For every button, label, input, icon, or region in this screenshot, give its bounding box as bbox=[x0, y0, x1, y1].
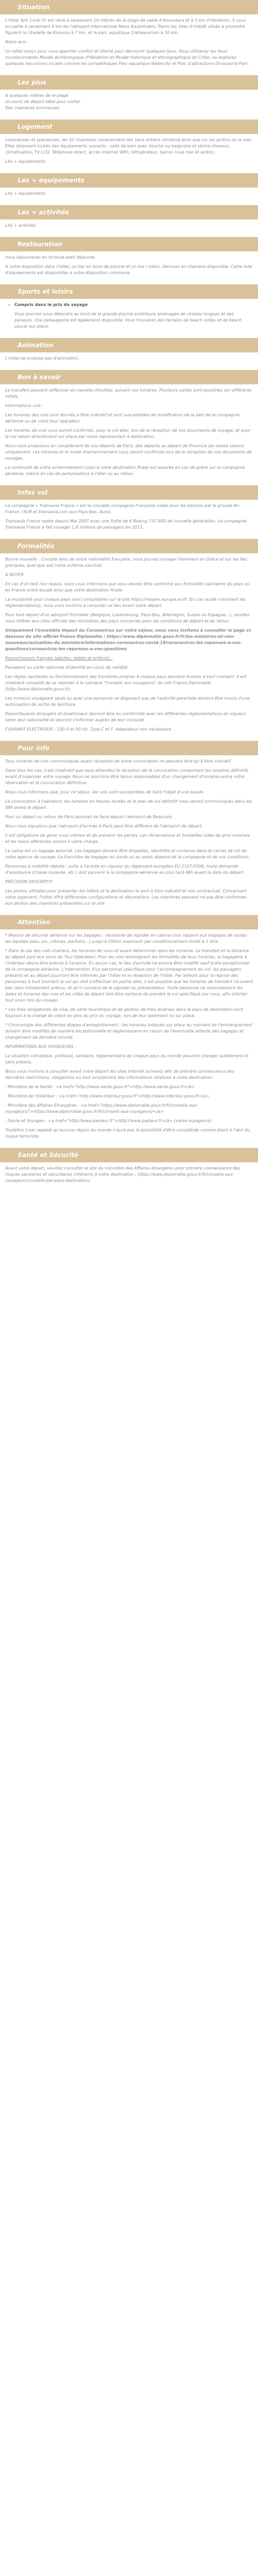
attention-text: La situation climatique, politique, sanitaire, réglementaire de chaque pays du monde peuvent changer subitement et sans préavis. bbox=[5, 1054, 249, 1064]
section-restauration bbox=[0, 237, 258, 284]
attention-text: * Mesure de sécurité aérienne sur les bagages : restreinte de liquides en cabine (non rapport aux bagages de soute) les liquides (eau, jus, crèmes, parfums...) jusqu'à 100ml maximum par conditionnement limité à 1 litre. bbox=[5, 933, 247, 944]
section-title-situation: Situation bbox=[0, 0, 258, 14]
section-title-attention: Attention bbox=[0, 915, 258, 929]
bon-text: Les horaires des vols sont donnés à titre indicatif et sont susceptibles de modification de la part de la compagnie aérienne ou de votre tour opérateur. bbox=[5, 413, 240, 423]
formalites-note-label: A NOTER bbox=[5, 572, 24, 577]
attention-label: INFORMATIONS AUX VOYAGEURS : bbox=[5, 1044, 76, 1049]
attention-link-line: - Sante et Voyages : <a href="http://www.pasteur.fr">http://www.pasteur.fr</a> (sante-voyageurs) bbox=[5, 1118, 212, 1123]
formalites-text: En cas d'un test non requis, nous vous informons que vous devrez être conforme aux formalités sanitaires du pays ou en France entre escale ainsi que votre destination finale. bbox=[5, 582, 250, 592]
attention-text: Nous vous invitons à consulter avant votre départ les sites Internet suivants afin de prendre connaissance des dernières restrictions, obligations ou tout simplement des informations relatives à votre destination : bbox=[5, 1069, 234, 1080]
pourinfo-text: Dans tous les cas, il est impératif que vous attendiez la réception de la convocation comportant les horaires définitifs avant d'organiser votre voyage. Nous ne pourrons être tenus responsables d'un changement d'horaires entre votre réservation et la convocation définitive. bbox=[5, 768, 249, 785]
bon-text: Le transfert peuvent (effectuer en navette (Shuttle), suivant vos horaires. Plusieurs cartes sont possibles sur différents hôtels. bbox=[5, 388, 252, 399]
section-sports bbox=[0, 284, 258, 338]
equipements-text: Lits + équipements bbox=[5, 191, 46, 196]
situation-text: L'hôtel Ajiti Coral 3* est situé à seulement 10 mètres de la plage de sable d'Amoudara et à 3 km d'Héraklion. Il vous accueille à seulement 6 km de l'aéroport international Nikos Kazantzakis. Parmi les sites d'intérêt situés à proximité figurent la citadelle de Knossos à 7 km, et le parc aquatique Cretaquarium à 20 km. bbox=[5, 18, 246, 35]
animation-text: L'hôtel ne propose pas d'animation. bbox=[5, 356, 79, 361]
formalites-covid: Uniquement l'ensemble impact du Coronavirus sur votre séjour, nous vous invitons à consulter la page ci-dessous du site officiel France Diplomatie : https://www.diplomatie.gouv.fr/fr/les-ministres-et-non-nouveaux/actualites-du-ministere/informations-coronavirus-covid-19/coronavirus-les-reponses-a-vos-questions/coronavirus-les-reponses-a-vos-questions bbox=[5, 628, 252, 651]
sports-included-label: • Compris dans le prix du voyage bbox=[14, 302, 253, 308]
page bbox=[0, 0, 258, 1192]
plus-item: Des chambres lumineuses bbox=[5, 106, 60, 110]
plus-item: A quelques mètres de la plage bbox=[5, 93, 69, 98]
pourinfo-label: PRÉCISION DESCRIPTIF bbox=[5, 879, 53, 884]
attention-link-line: - Ministère de l'Intérieur : <a href="http://www.interieur.gouv.fr">http://www.interieur.gouv.fr</a> bbox=[5, 1094, 209, 1098]
formalites-text: COURANT ELECTRIQUE : 230 V et 50 Hz. Type C et F. Adaptateur non nécessaire. bbox=[5, 727, 173, 732]
formalites-text: Bonne nouvelle : Compte tenu de votre nationalité française, vous pouvez voyager librement en Grèce et sur les îles grecques, quel que soit votre schéma vaccinal. bbox=[5, 557, 247, 568]
attention-link-line: - Ministère des Affaires Étrangères : <a href="https://www.diplomatie.gouv.fr/fr/conseils-aux-voyageurs/">https://www.diplomatie.gouv.fr/fr/conseils-aux-voyageurs/</a> bbox=[5, 1103, 199, 1114]
section-title-logement: Logement bbox=[0, 120, 258, 134]
section-equipements bbox=[0, 173, 258, 205]
formalites-text: Pour tout départ d'un aéroport frontalier (Belgique, Luxembourg, Pays-Bas, Allemagne, Suisse ou Espagne...), veuillez vous référer aux sites officiels des ministères des pays concernés pour les conditions de départ et de retour. bbox=[5, 613, 250, 623]
pourinfo-text: Pour un départ ou retour de Paris pourrait se faire depuis l'aéroport de Beauvais. bbox=[5, 815, 173, 819]
section-infos-vol bbox=[0, 485, 258, 539]
infovol-text: Transavia France opère depuis Mai 2007 avec une flotte de 6 Boeing 737-800 de nouvelle génération, La compagnie Transavia France a fait voyager 1,8 millions de passagers en 2011. bbox=[5, 519, 247, 530]
attention-text: * Chronologie des différentes étapes d'enregistrement : les horaires indiqués sur place au moment de l'embarquement doivent être modifiés de manière exceptionnelle et réglementaire en raison de l'éventuelle attente des bagages et changement de dernière minute. bbox=[5, 1023, 252, 1040]
section-title-pour-info: Pour info bbox=[0, 741, 258, 755]
section-formalites bbox=[0, 539, 258, 741]
formalites-text: Les règles sanitaires ou fonctionnement des frontières propres à chaque pays peuvent évoluer à tout moment. Il est vivement conseillé de se reporter à la rubrique "Conseils aux voyageurs" du site France Diplomatie (http://www.diplomatie.gouv.fr). bbox=[5, 674, 247, 691]
pourinfo-text: La convocation à l'aéroport, les horaires en heures locales et le plan de vol définitif vous seront communiqués dans les 48h avant le départ. bbox=[5, 799, 252, 810]
section-title-animation: Animation bbox=[0, 338, 258, 352]
section-attention bbox=[0, 915, 258, 1148]
section-plus bbox=[0, 75, 258, 120]
infovol-text: La compagnie « Transavia France » est la nouvelle compagnie Française créée pour les besoins par le groupe Air France / KLM et transavia.com aux Pays-Bas. Aussi, bbox=[5, 503, 239, 514]
restauration-text-2: A votre disposition dans l'hôtel, un bar en bord de piscine et un bar / salon. Services en chambre disponible. Cette liste d'équipements est disponibles à votre disposition commune. bbox=[5, 264, 252, 275]
sante-text: Avant votre départ, veuillez consulter le site du ministère des Affaires étrangères pour prendre connaissance des risques sanitaires et sécuritaires inhérents à votre destination : https://www.diplomatie.gouv.fr/fr/conseils-aux-voyageurs/conseils-par-pays-destination/ bbox=[5, 1166, 240, 1183]
activites-text: Lits + activités bbox=[5, 223, 36, 228]
formalites-text: La mutabilité pour chaque pays sont consultables sur le site https://reopen.europa.eu/fr (En cas ou/de n'existent les règlementations), nous vous invitons à consulter ce lien avant votre départ. bbox=[5, 597, 246, 608]
bon-text: La continuité de votre acheminement jusqu'à votre destination finale est assurée en cas de grève sur la compagnie aérienne, même en cas de perturbations à l'aller ou au retour. bbox=[5, 465, 245, 476]
sports-list bbox=[5, 302, 253, 308]
pourinfo-text: Nous vous informons que, pour ce séjour, les vols sont susceptibles de faire l'objet d'une escale. bbox=[5, 790, 205, 794]
logement-text: Lumineuses et spacieuses, les 32 chambres comprennent des lieux entiers climatisé ainsi que sur les jardins ou la mer. Elles disposent toutes des équipements suivants : salle de bain avec douche ou baignoire et sèche-cheveux, climatisation, TV LCD, Téléphone direct, accès Internet WIFI, réfrigérateur, balcon (vue mer et jardin). bbox=[5, 138, 252, 155]
attention-link-line: - Ministère de la Santé : <a href="http://www.sante.gouv.fr">http://www.sante.gouv.fr</a> bbox=[5, 1084, 195, 1089]
section-title-formalites: Formalités bbox=[0, 539, 258, 553]
plus-item: Un point de départ idéal pour visiter bbox=[5, 99, 80, 104]
section-title-bon-a-savoir: Bon à savoir bbox=[0, 370, 258, 384]
formalites-text: Passeport ou carte nationale d'identité en cours de validité. bbox=[5, 665, 129, 670]
pourinfo-text: Nous vous signalons que l'aéroport d'arrivée à Paris peut être différent de l'aéroport de départ. bbox=[5, 824, 203, 828]
restauration-text: Vous séjournerez en formule petit déjeuner. bbox=[5, 255, 96, 260]
logement-extra: Lits + équipements bbox=[5, 159, 46, 164]
section-title-plus: Les plus bbox=[0, 75, 258, 90]
situation-opinion: Un hôtel conçu pour vous apporter confort et liberté pour découvrir quelques lieux. Vous utiliserez les lieux incontournables Musée archéologique d'Héraklion et Musée historique et ethnographique de Crète, ou explorez quelques excursions locales comme les sympathiques Parc aquatique Watercity et Parc d'attractions Dinosauria Park. bbox=[5, 49, 249, 66]
section-title-restauration: Restauration bbox=[0, 237, 258, 251]
section-title-sports: Sports et loisirs bbox=[0, 284, 258, 299]
section-situation bbox=[0, 0, 258, 75]
bon-text: Les horaires de vols vous seront confirmés, pour le vol aller, lors de la réception de vos documents de voyage, et pour le vol retour directement sur place par notre représentant à destination. bbox=[5, 428, 251, 439]
formalites-label: Ressortissants français (adultes, bébés et enfants) : bbox=[5, 656, 113, 660]
section-title-activites: Les + activités bbox=[0, 205, 258, 219]
attention-text: * Dans le cas des vols charters, les horaires de vous et avant déterminés dans les horaires. Le transfert et la distance au départ sont aux soins du Tour Opérateur. Pour les vols restreignant les formalités de tous horaires, la bagagerie à l'intérieur devra être prévue à l'avance. En aucun cas, le lieu d'arrivée ne pourra être modifié sauf ordre exceptionnel de la compagnie aérienne. L'intervention d'un personnel spécifique pour l'accompagnement du vol, les passagers présents et au départ pourront être informés par l'hôtel et la réception de l'hôtel. Par ailleurs pour la reprise des personnes à tout moment le vol qui doit s'effectuer en partie aller, il est possible que les horaires de transfert ne soient pas ceux initialement prévus, et qu'il convient de le signaler au présentateur. Toute personne ne reconnaissant les dates et horaires des vols et les villes de départ doit être certaine de prendre le vol spécifique par vous, afin d'éviter tout souci lors du voyage. bbox=[5, 948, 253, 1003]
bon-text: Nous vous proposons en complément de vos départs de Paris, des départs au départ de Province (en basse saison) uniquement. Les horaires et le mode d'acheminement vous seront confirmés lors de la réception de vos documents de voyages. bbox=[5, 444, 252, 461]
section-pour-info bbox=[0, 741, 258, 915]
formalites-text: Ressortissants étrangers et binationaux devront être en conformité avec les différentes réglementations en vigueur, selon leur nationalité et devront s'informer auprès de leur consulat. bbox=[5, 711, 247, 722]
situation-opinion-label: Notre avis : bbox=[5, 40, 29, 44]
section-title-equipements: Les + équipements bbox=[0, 173, 258, 188]
formalites-text: Les mineurs voyageant seuls ou avec une personne ne disposant pas de l'autorité parentale doivent être munis d'une autorisation de sortie de territoire. bbox=[5, 696, 250, 707]
section-bon-a-savoir bbox=[0, 370, 258, 485]
pourinfo-text: Personnes à mobilité réduite : suite à l'entrée en vigueur du règlement européen EU 1107/2006, toute demande d'assistance (chaise roulante, etc.) doit parvenir à la compagnie aérienne au plus tard 48h avant la date du départ. bbox=[5, 864, 245, 875]
pourinfo-text: Les photos utilisées pour présenter les hôtels et la destination le sont à titre indicatif et non contractuel. Concernant votre logement, l'hôtel offre différentes configurations et décorations. Les chambres peuvent ne pas être conformes aux photos des chambres présentées sur le site. bbox=[5, 889, 247, 906]
attention-text: * Les frais obligatoires de visa, de carte touristique et de gestion de frais diverses dans le pays de destination sont toujours à la charge du client en plus du prix du voyage, lors de leur paiement ou sur place. bbox=[5, 1007, 244, 1018]
section-title-infos-vol: Infos vol bbox=[0, 485, 258, 500]
pourinfo-text: Il est obligatoire de gérer vous-mêmes et de prévenir les pertes. Les réclamations et bouteilles vides de gros volumes et les taxes afférentes seront à votre charge. bbox=[5, 833, 250, 844]
pourinfo-text: La valise est un bagage autorisé. Les bagages doivent être étiquetés, identifiés et contenus dans le carnet de vol de votre agence de voyage. La franchise de bagages en soute ou au poids dépend de la compagnie et de vos conditions. bbox=[5, 849, 250, 859]
section-sante bbox=[0, 1148, 258, 1192]
section-activites bbox=[0, 205, 258, 237]
attention-text: Toutefois il est rappelé qu'aucune région du monde n'aura pas la possibilité d'être considérée comme étant à l'abri du risque terroriste. bbox=[5, 1128, 250, 1139]
section-animation bbox=[0, 338, 258, 370]
pourinfo-text: Tous horaires de vols communiqués avant réception de votre convocation ne peuvent être qu'à titre indicatif. bbox=[5, 759, 232, 764]
sports-text: Vous pourrez vous détendre au bord de la grande piscine extérieure aménagée de chaises longues et des parasols. Une pataugeoire est également disponible. Vous trouverez des terrains de beach volley et de beach soccer sur place. bbox=[14, 312, 242, 329]
section-title-sante: Santé et Sécurité bbox=[0, 1148, 258, 1162]
bon-label: Informations vols : bbox=[5, 403, 44, 408]
section-logement bbox=[0, 120, 258, 173]
